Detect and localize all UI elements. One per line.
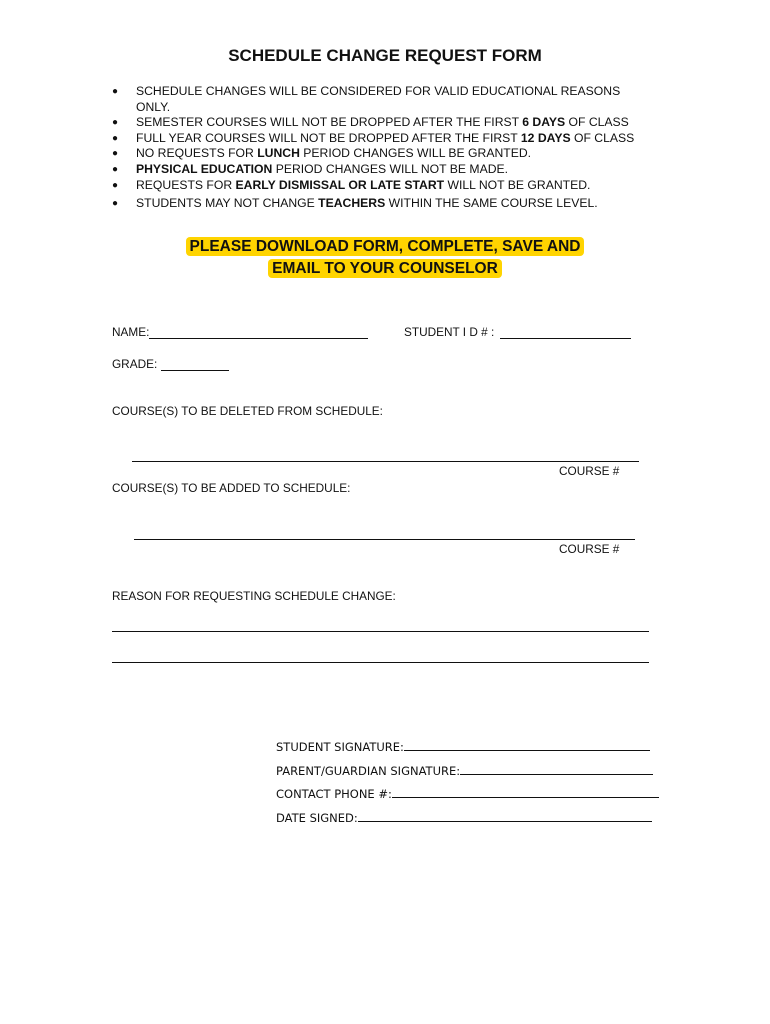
- list-item: ● SCHEDULE CHANGES WILL BE CONSIDERED FOR VALID EDUCATIONAL REASONS ONLY.: [112, 84, 621, 114]
- reason-field-line-2[interactable]: [112, 662, 649, 663]
- student-signature-field[interactable]: [404, 739, 650, 751]
- reason-field-line-1[interactable]: [112, 631, 649, 632]
- parent-signature-field[interactable]: [460, 763, 653, 775]
- courses-add-label: COURSE(S) TO BE ADDED TO SCHEDULE:: [112, 481, 351, 495]
- parent-signature-row: [276, 763, 653, 778]
- reason-label: REASON FOR REQUESTING SCHEDULE CHANGE:: [112, 589, 396, 603]
- date-signed-field[interactable]: [358, 810, 652, 822]
- courses-delete-label: COURSE(S) TO BE DELETED FROM SCHEDULE:: [112, 404, 383, 418]
- bullet-icon: ●: [112, 148, 119, 160]
- banner-line-1: PLEASE DOWNLOAD FORM, COMPLETE, SAVE AND: [186, 237, 585, 256]
- courses-delete-field[interactable]: [132, 461, 639, 462]
- bullet-icon: ●: [112, 198, 119, 210]
- date-signed-row: [276, 810, 652, 825]
- rules-list: [112, 84, 634, 212]
- student-signature-label: STUDENT SIGNATURE:: [276, 740, 404, 754]
- list-item: ● NO REQUESTS FOR LUNCH PERIOD CHANGES WILL BE GRANTED.: [112, 146, 532, 161]
- courses-add-field[interactable]: [134, 539, 635, 540]
- contact-phone-field[interactable]: [392, 786, 659, 798]
- list-item: ● PHYSICAL EDUCATION PERIOD CHANGES WILL NOT BE MADE.: [112, 161, 509, 176]
- bullet-icon: ●: [112, 163, 119, 175]
- banner-line-2: EMAIL TO YOUR COUNSELOR: [268, 259, 502, 278]
- list-item: ● STUDENTS MAY NOT CHANGE TEACHERS WITHIN THE SAME COURSE LEVEL.: [112, 196, 598, 211]
- name-label: NAME:: [112, 325, 150, 339]
- student-signature-row: [276, 739, 650, 754]
- list-item: ● REQUESTS FOR EARLY DISMISSAL OR LATE START WILL NOT BE GRANTED.: [112, 177, 591, 192]
- bullet-icon: ●: [112, 86, 119, 97]
- course-number-label: COURSE #: [559, 464, 620, 478]
- contact-phone-row: [276, 786, 659, 801]
- list-item: ● SEMESTER COURSES WILL NOT BE DROPPED AFTER THE FIRST 6 DAYS OF CLASS: [112, 115, 629, 130]
- student-id-label: STUDENT I D # :: [404, 325, 495, 339]
- contact-phone-label: CONTACT PHONE #:: [276, 787, 392, 801]
- bullet-icon: ●: [112, 132, 119, 144]
- grade-field[interactable]: [161, 370, 229, 371]
- bullet-icon: ●: [112, 117, 119, 129]
- bullet-icon: ●: [112, 179, 119, 191]
- date-signed-label: DATE SIGNED:: [276, 811, 358, 825]
- list-item: ● FULL YEAR COURSES WILL NOT BE DROPPED AFTER THE FIRST 12 DAYS OF CLASS: [112, 130, 635, 145]
- student-id-field[interactable]: [500, 338, 631, 339]
- course-number-label: COURSE #: [559, 542, 620, 556]
- submission-banner: [0, 236, 770, 280]
- name-field[interactable]: [149, 338, 368, 339]
- parent-signature-label: PARENT/GUARDIAN SIGNATURE:: [276, 764, 461, 778]
- form-title: SCHEDULE CHANGE REQUEST FORM: [228, 46, 542, 65]
- grade-label: GRADE:: [112, 357, 158, 371]
